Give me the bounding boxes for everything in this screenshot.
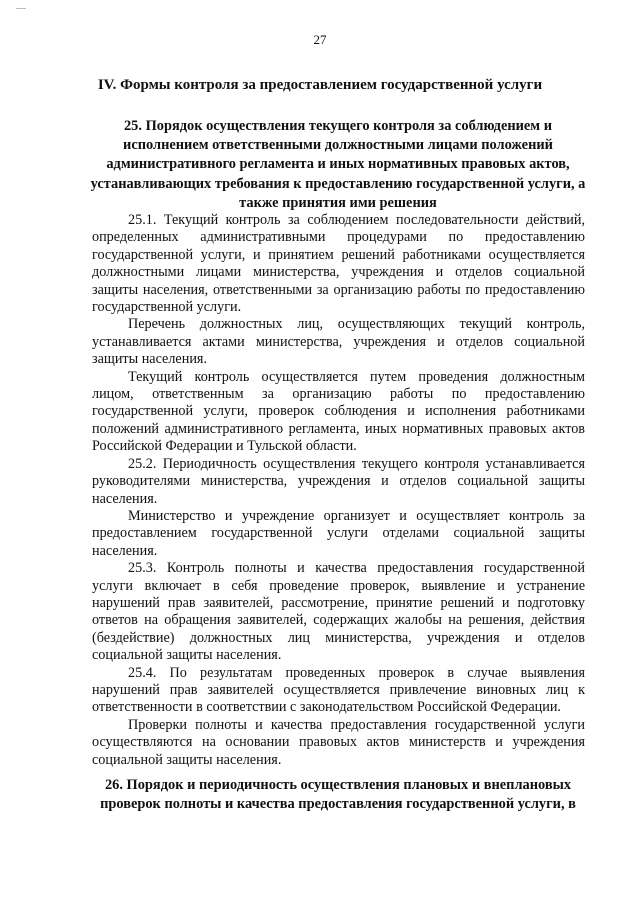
scan-corner-mark [16,8,26,9]
paragraph-25-1: 25.1. Текущий контроль за соблюдением последовательности действий, определенных административными процедурами по предоставлению государственной услуги, и принятием решений работниками осуществляется должностными лицами министерства, учреждения и отделов социальной защиты населения, ответственными за организацию работы по предоставлению государственной услуги. [92,212,585,316]
paragraph-inspections-basis: Проверки полноты и качества предоставления государственной услуги осуществляются на основании правовых актов министерств и учреждения социальной защиты населения. [92,716,585,768]
paragraph-25-4: 25.4. По результатам проведенных проверок в случае выявления нарушений прав заявителей осуществляется привлечение виновных лиц к ответственности в соответствии с законодательством Российской Федерации. [92,664,585,716]
paragraph-25-3: 25.3. Контроль полноты и качества предоставления государственной услуги включает в себя проведение проверок, выявление и устранение нарушений прав заявителей, рассмотрение, принятие решений и подготовку ответов на обращения заявителей, содержащих жалобы на решения, действия (бездействие) должностных лиц министерства, учреждения и отделов социальной защиты населения. [92,560,585,664]
paragraph-officials-list: Перечень должностных лиц, осуществляющих текущий контроль, устанавливается актами министерства, учреждения и отделов социальной защиты населения. [92,316,585,368]
subheading-26: 26. Порядок и периодичность осуществления плановых и внеплановых проверок полноты и качества предоставления государственной услуги, в [100,777,576,813]
section-heading: IV. Формы контроля за предоставлением государственной услуги [97,77,543,93]
paragraph-current-control: Текущий контроль осуществляется путем проведения должностным лицом, ответственным за организацию работы по предоставлению государственной услуги, проверок соблюдения и исполнения работниками положений административного регламента, иных нормативных правовых актов Российской Федерации и Тульской области. [92,368,585,455]
page-number: 27 [313,32,327,47]
body-text [92,212,585,769]
subheading-25: 25. Порядок осуществления текущего контроля за соблюдением и исполнением ответственными должностными лицами положений административного регламента и иных нормативных правовых актов, устанавливающих требования к предоставлению государственной услуги, а также принятия ими решения [90,118,586,211]
paragraph-25-2: 25.2. Периодичность осуществления текущего контроля устанавливается руководителями министерства, учреждения и отделов социальной защиты населения. [92,455,585,507]
paragraph-ministry-control: Министерство и учреждение организует и осуществляет контроль за предоставлением государственной услуги отделами социальной защиты населения. [92,507,585,559]
